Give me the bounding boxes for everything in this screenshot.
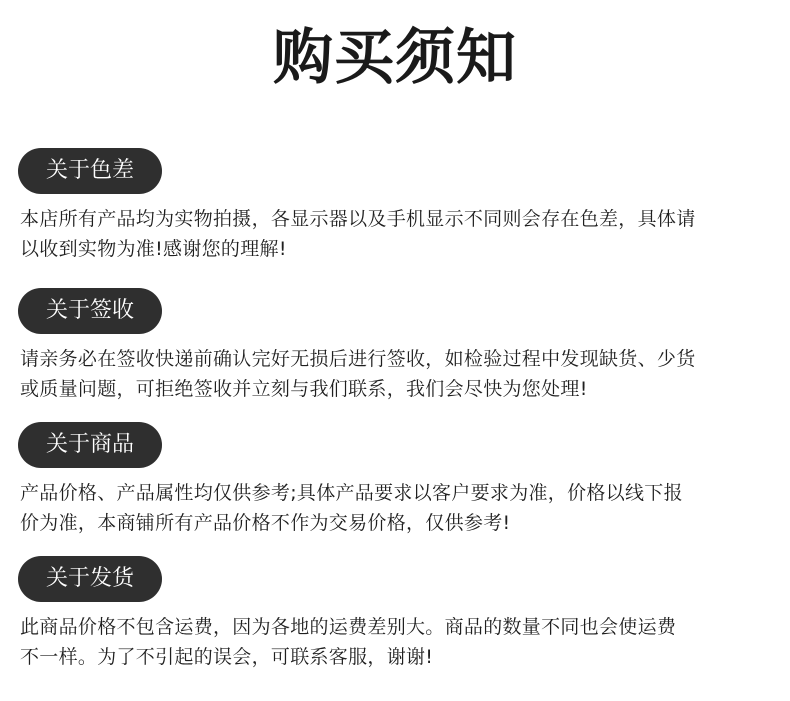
body-line: 此商品价格不包含运费，因为各地的运费差别大。商品的数量不同也会使运费: [20, 616, 677, 638]
page-title: 购买须知: [273, 23, 517, 93]
section-product: [18, 422, 782, 538]
section-body: [18, 344, 782, 404]
section-body: [18, 478, 782, 538]
section-heading: 关于商品: [18, 422, 162, 468]
section-shipping: [18, 556, 782, 672]
body-line: 产品价格、产品属性均仅供参考;具体产品要求以客户要求为准，价格以线下报: [20, 482, 683, 504]
body-line: 本店所有产品均为实物拍摄，各显示器以及手机显示不同则会存在色差，具体请: [20, 208, 696, 230]
section-body: [18, 612, 782, 672]
section-color-difference: [18, 148, 782, 264]
section-body: [18, 204, 782, 264]
body-line: 不一样。为了不引起的误会，可联系客服，谢谢!: [20, 646, 434, 668]
body-line: 或质量问题，可拒绝签收并立刻与我们联系，我们会尽快为您处理!: [20, 378, 588, 400]
section-heading: 关于色差: [18, 148, 162, 194]
section-receipt: [18, 288, 782, 404]
section-heading: 关于发货: [18, 556, 162, 602]
body-line: 以收到实物为准!感谢您的理解!: [20, 238, 287, 260]
body-line: 请亲务必在签收快递前确认完好无损后进行签收，如检验过程中发现缺货、少货: [20, 348, 696, 370]
body-line: 价为准，本商铺所有产品价格不作为交易价格，仅供参考!: [20, 512, 511, 534]
section-heading: 关于签收: [18, 288, 162, 334]
